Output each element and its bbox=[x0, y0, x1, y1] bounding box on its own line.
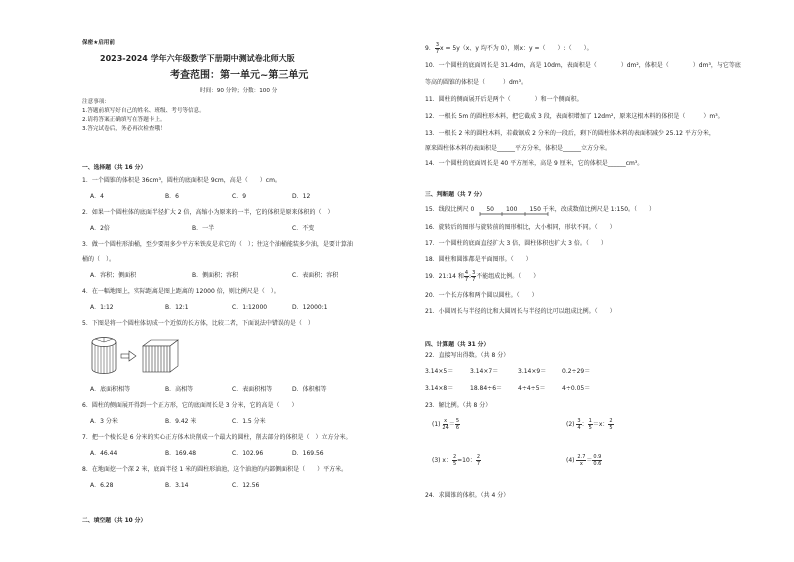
calc-cell: 3.14×7＝ bbox=[470, 368, 499, 375]
q8-option-a: A．6.28 bbox=[90, 482, 114, 489]
exam-scope: 考查范围：第一单元~第三单元 bbox=[170, 70, 309, 81]
q3-option-c: C．表面积；容积 bbox=[292, 272, 339, 279]
q2-option-b: B．一半 bbox=[192, 225, 215, 232]
q8-option-b: B．3.14 bbox=[165, 482, 189, 489]
section1-heading: 一、选择题（共 16 分） bbox=[82, 165, 147, 171]
q1-stem: 1．一个圆锥的体积是 36cm³，圆柱的底面积是 9cm，高是（ ）cm。 bbox=[82, 177, 281, 184]
q3-option-b: B．侧面积；容积 bbox=[192, 272, 239, 279]
q3-stem: 3．做一个圆柱形油桶，至少要用多少平方米铁皮是求它的（ ）；往这个油桶能装多少油，是要计算油 bbox=[82, 241, 353, 248]
q24: 24．求圆锥的体积。（共 4 分） bbox=[425, 492, 510, 499]
calc-cell: 4÷4÷5＝ bbox=[518, 385, 546, 392]
note-item: 2.请将答案正确填写在答题卡上。 bbox=[82, 117, 166, 123]
q16: 16．旋转后的图形与旋转前的图形相比，大小相同，形状不同。（ ） bbox=[425, 224, 616, 231]
q13: 13．一根长 2 米的圆柱木料，若截锯成 2 分米的一段后，剩下的圆柱体木料的表面积减少 25.12 平方分米， bbox=[425, 130, 715, 137]
q2-stem: 2．如果一个圆柱体的底面半径扩大 2 倍，高缩小为原来的一半，它的体积是原来体积的（ ） bbox=[82, 209, 334, 216]
q3-stem-cont: 桶的（ ）。 bbox=[82, 256, 116, 263]
proportion-4: (4) $\frac{2.7}{x}$ ＝ $\frac{0.9}{0.6}$ bbox=[566, 454, 602, 467]
q20: 20．一个长方体和两个圆以圆柱。（ ） bbox=[425, 292, 538, 299]
q22: 22．直接写出得数。（共 8 分） bbox=[425, 352, 510, 359]
exam-title: 2023-2024 学年六年级数学下册期中测试卷北师大版 bbox=[100, 54, 295, 63]
q17: 17．一个圆柱的底面直径扩大 3 倍，圆柱体积也扩大 3 倍。（ ） bbox=[425, 240, 607, 247]
time-score: 时间：90 分钟；分数：100 分 bbox=[200, 88, 278, 94]
q15: 15．线段比例尺 0 50 100 150 千米，改成数值比例尺是 1:150。（ ） bbox=[425, 206, 656, 213]
q6-option-b: B．9.42 米 bbox=[165, 418, 197, 425]
q9: 9． $\frac{3}{7}$ x = 5y（x、y 均不为 0），则x：y =（ ）:（ ）。 bbox=[425, 42, 593, 55]
section4-heading: 四、计算题（共 31 分） bbox=[425, 342, 490, 348]
q4-option-a: A．1:12 bbox=[90, 304, 114, 311]
calc-cell: 0.2÷29＝ bbox=[562, 368, 591, 375]
q4-option-d: D．12000:1 bbox=[292, 304, 328, 311]
q23: 23．解比例。（共 8 分） bbox=[425, 402, 492, 409]
section3-heading: 三、判断题（共 7 分） bbox=[425, 192, 486, 198]
q7-option-c: C．102.96 bbox=[232, 450, 264, 457]
q4-option-c: C．1:12000 bbox=[232, 304, 268, 311]
q10: 10．一个圆柱的底面周长是 31.4dm，高是 10dm，表面积是（ ）dm²，体积是（ ）dm³，与它等底 bbox=[425, 62, 741, 69]
calc-cell: 3.14×5＝ bbox=[425, 368, 454, 375]
q4-option-b: B．12:1 bbox=[165, 304, 189, 311]
q2-option-c: C．不变 bbox=[292, 225, 315, 232]
q6-stem: 6．圆柱的侧面展开得到一个正方形，它的底面周长是 3 分米，它的高是（ ） bbox=[82, 402, 298, 409]
q5-option-d: D．体积相等 bbox=[292, 386, 327, 393]
proportion-1: (1) $\frac{x}{24}$ ＝ $\frac{5}{6}$ bbox=[432, 418, 459, 431]
q7-option-d: D．169.56 bbox=[292, 450, 324, 457]
note-item: 3.答完试卷后，务必再次检查哦！ bbox=[82, 126, 166, 132]
q1-option-c: C．9 bbox=[232, 193, 247, 200]
q11: 11．圆柱的侧面展开后是两个（ ）和一个侧面积。 bbox=[425, 96, 583, 103]
q7-option-b: B．169.48 bbox=[165, 450, 197, 457]
q6-option-a: A．3 分米 bbox=[90, 418, 118, 425]
q14: 14．一个圆柱的底面周长是 40 平方厘米，高是 9 厘米，它的体积是______cm³。 bbox=[425, 160, 644, 167]
q19: 19．21:14 和 $\frac{4}{7}$ : $\frac{3}{7}$ 不能组成比例。（ ） bbox=[425, 270, 540, 283]
calc-cell: 3.14×9＝ bbox=[518, 368, 547, 375]
proportion-2: (2) $\frac{3}{4}$ ： $\frac{1}{5}$ ＝x： $\frac{2}{5}$ bbox=[566, 418, 613, 431]
q8-option-c: C．12.56 bbox=[232, 482, 260, 489]
secret-label: 保密★启用前 bbox=[82, 40, 115, 46]
q13-cont: 原来圆柱体木料的表面积是______平方分米，体积是______立方分米。 bbox=[425, 145, 612, 152]
q1-option-b: B．6 bbox=[165, 193, 179, 200]
q7-stem: 7．把一个棱长是 6 分米的实心正方体木块削成一个最大的圆柱，削去部分的体积是（ ）立方分米。 bbox=[82, 434, 352, 441]
q18: 18．圆柱和圆锥都是平面图形。（ ） bbox=[425, 256, 532, 263]
q4-stem: 4．在一幅地图上，实际距离是图上距离的 12000 倍，则比例尺是（ ）。 bbox=[82, 288, 280, 295]
section2-heading: 二、填空题（共 10 分） bbox=[82, 518, 147, 524]
q7-option-a: A．46.44 bbox=[90, 450, 118, 457]
arrow-shape bbox=[121, 351, 136, 361]
calc-cell: 3.14×8＝ bbox=[425, 385, 454, 392]
q6-option-c: C．1.5 分米 bbox=[232, 418, 266, 425]
proportion-3: (3) x： $\frac{2}{5}$ =10： $\frac{2}{7}$ bbox=[432, 454, 481, 467]
q8-stem: 8．在地面挖一个深 2 米，底面半径 1 米的圆柱形油池，这个油池的内部侧面积是（ ）平方米。 bbox=[82, 466, 348, 473]
q12: 12．一根长 5m 的圆柱形木料，把它截成 3 段，表面积增加了 12dm²，原来这根木料的体积是（ ）m³。 bbox=[425, 113, 724, 120]
q5-option-c: C．表面积相等 bbox=[232, 386, 273, 393]
note-item: 1.答题前填写好自己的姓名、班级、考号等信息。 bbox=[82, 108, 205, 114]
scale-bar bbox=[478, 212, 550, 216]
cylinder-to-cuboid-figure bbox=[88, 334, 183, 376]
cuboid-shape bbox=[143, 340, 178, 372]
q10-cont: 等高的圆锥的体积是（ ）dm³。 bbox=[425, 79, 528, 86]
q5-option-a: A．底面积相等 bbox=[90, 386, 131, 393]
q21: 21．小圆周长与半径的比和大圆周长与半径的比可以组成比例。（ ） bbox=[425, 308, 616, 315]
q5-stem: 5．下图是将一个圆柱体切成一个近似的长方体，比较二者，下面说法中错误的是（ ） bbox=[82, 320, 314, 327]
cylinder-shape bbox=[92, 338, 116, 374]
q1-option-a: A．4 bbox=[90, 193, 104, 200]
calc-cell: 4÷0.05＝ bbox=[562, 385, 591, 392]
q3-option-a: A．容积；侧面积 bbox=[90, 272, 137, 279]
q2-option-a: A．2倍 bbox=[90, 225, 110, 232]
notes-heading: 注意事项： bbox=[82, 99, 110, 105]
calc-cell: 18.84÷6＝ bbox=[470, 385, 503, 392]
q1-option-d: D．12 bbox=[292, 193, 311, 200]
q5-option-b: B．高相等 bbox=[165, 386, 194, 393]
